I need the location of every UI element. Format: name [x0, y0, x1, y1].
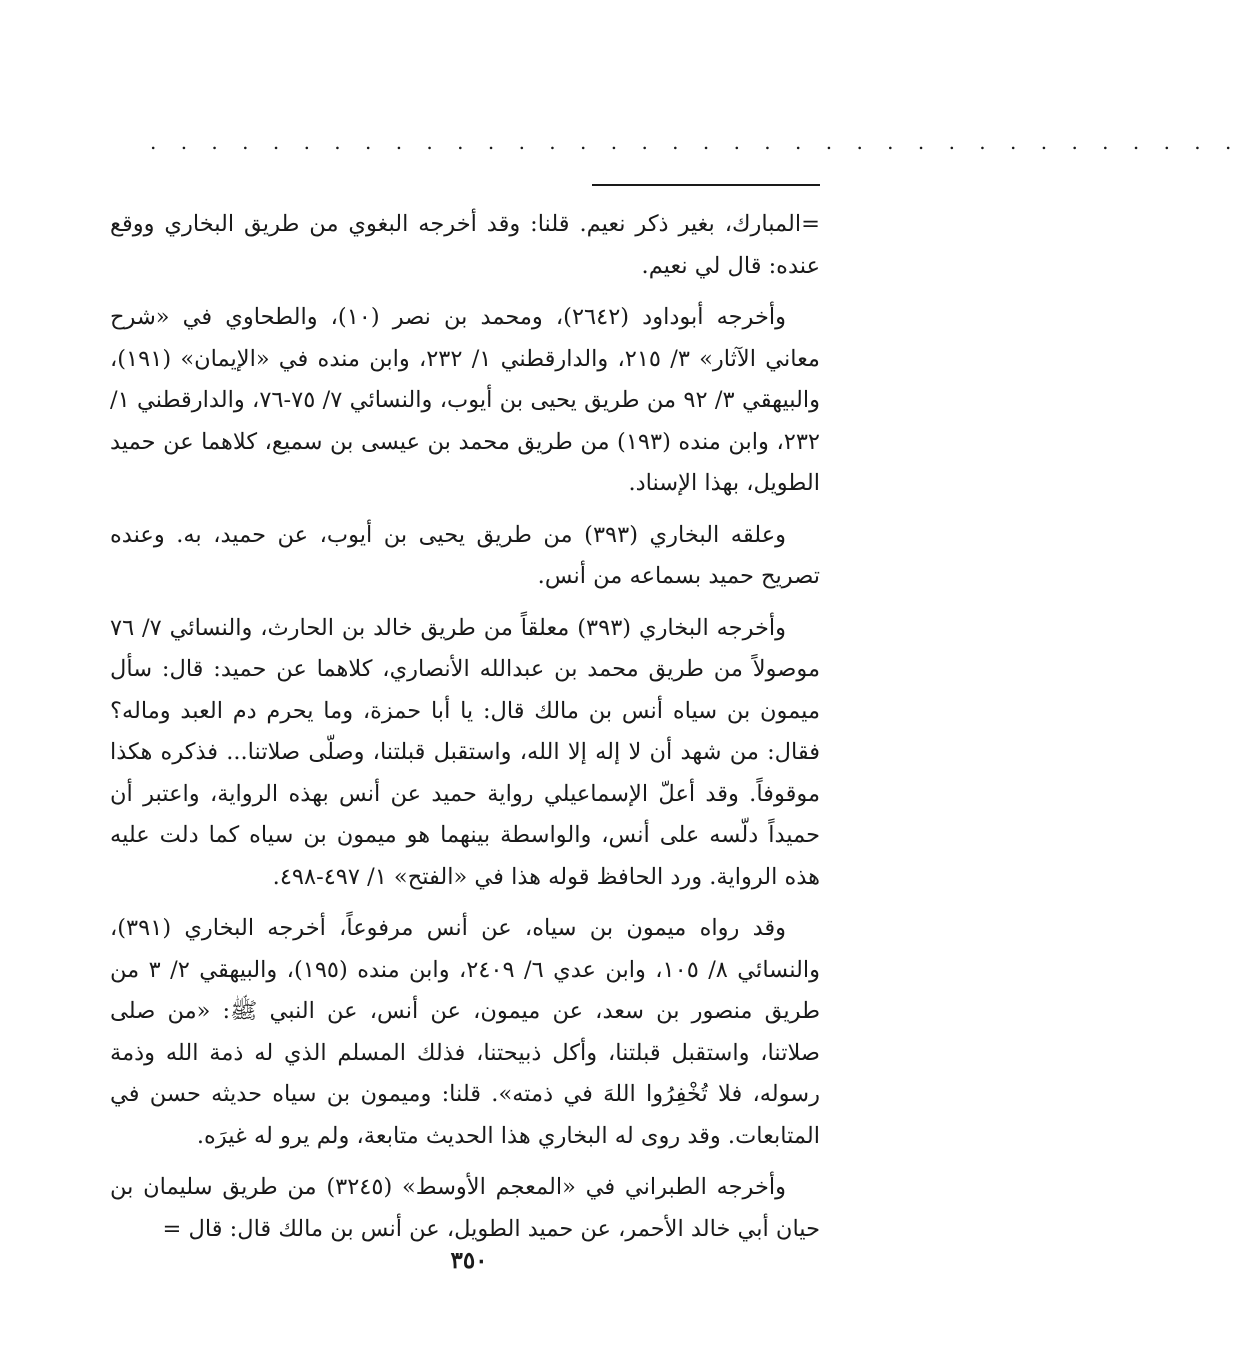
paragraph: =المبارك، بغير ذكر نعيم. قلنا: وقد أخرجه البغوي من طريق البخاري ووقع عنده: قال لي نعيم.	[110, 211, 820, 279]
paragraph: وقد رواه ميمون بن سياه، عن أنس مرفوعاً، أخرجه البخاري (٣٩١)، والنسائي ٨/ ١٠٥، وابن عدي ٦/ ٢٤٠٩، وابن منده (١٩٥)، والبيهقي ٢/ ٣ من طريق منصور بن سعد، عن ميمون، عن أنس، عن النبي ﷺ: «من صلى صلاتنا، واستقبل قبلتنا، وأكل ذبيحتنا، فذلك المسلم الذي له ذمة الله وذمة رسوله، فلا تُخْفِرُوا اللهَ في ذمته». قلنا: وميمون بن سياه حديثه حسن في المتابعات. وقد روى له البخاري هذا الحديث متابعة، ولم يرو له غيرَه.	[110, 915, 821, 1149]
dotted-separator: . . . . . . . . . . . . . . . . . . . . . . . . . . . . . . . . . . . .	[150, 130, 1240, 154]
page-number: ٣٥٠	[450, 1247, 488, 1274]
paragraph: وعلقه البخاري (٣٩٣) من طريق يحيى بن أيوب، عن حميد، به. وعنده تصريح حميد بسماعه من أنس.	[110, 521, 820, 589]
footnote-text	[110, 204, 820, 1260]
paragraph: وأخرجه الطبراني في «المعجم الأوسط» (٣٢٤٥) من طريق سليمان بن حيان أبي خالد الأحمر، عن حميد الطويل، عن أنس بن مالك قال: قال =	[110, 1174, 820, 1242]
paragraph: وأخرجه أبوداود (٢٦٤٢)، ومحمد بن نصر (١٠)، والطحاوي في «شرح معاني الآثار» ٣/ ٢١٥، والدارقطني ١/ ٢٣٢، وابن منده في «الإيمان» (١٩١)، والبيهقي ٣/ ٩٢ من طريق يحيى بن أيوب، والنسائي ٧/ ٧٥-٧٦، والدارقطني ١/ ٢٣٢، وابن منده (١٩٣) من طريق محمد بن عيسى بن سميع، كلاهما عن حميد الطويل، بهذا الإسناد.	[110, 304, 821, 496]
paragraph: وأخرجه البخاري (٣٩٣) معلقاً من طريق خالد بن الحارث، والنسائي ٧/ ٧٦ موصولاً من طريق محمد بن عبدالله الأنصاري، كلاهما عن حميد: قال: سأل ميمون بن سياه أنس بن مالك قال: يا أبا حمزة، وما يحرم دم العبد وماله؟ فقال: من شهد أن لا إله إلا الله، واستقبل قبلتنا، وصلّى صلاتنا... فذكره هكذا موقوفاً. وقد أعلّ الإسماعيلي رواية حميد عن أنس بهذه الرواية، واعتبر أن حميداً دلّسه على أنس، والواسطة بينهما هو ميمون بن سياه كما دلت عليه هذه الرواية. ورد الحافظ قوله هذا في «الفتح» ١/ ٤٩٧-٤٩٨.	[110, 614, 820, 890]
footnote-rule	[592, 184, 820, 186]
